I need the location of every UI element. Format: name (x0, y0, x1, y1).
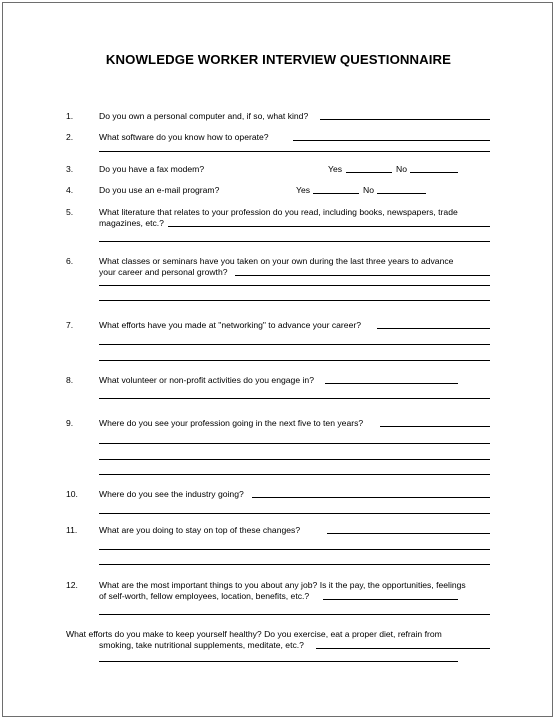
answer-line[interactable] (99, 398, 490, 399)
question-number: 3. (66, 164, 74, 174)
question-number: 2. (66, 132, 74, 142)
answer-line[interactable] (99, 344, 490, 345)
answer-line[interactable] (99, 513, 490, 514)
question-text-line2: your career and personal growth? (99, 267, 228, 277)
answer-line[interactable] (252, 497, 490, 498)
answer-line[interactable] (99, 360, 490, 361)
question-number: 4. (66, 185, 74, 195)
answer-line[interactable] (99, 285, 490, 286)
question-text-line1: What literature that relates to your profession do you read, including books, newspapers, trade (99, 207, 458, 217)
question-text: Where do you see the industry going? (99, 489, 244, 499)
answer-line[interactable] (99, 474, 490, 475)
question-text: Do you have a fax modem? (99, 164, 205, 174)
question-number: 8. (66, 375, 74, 385)
answer-line[interactable] (99, 459, 490, 460)
question-text: Where do you see your profession going in the next five to ten years? (99, 418, 364, 428)
question-text: What volunteer or non-profit activities do you engage in? (99, 375, 314, 385)
no-answer-line[interactable] (377, 193, 426, 194)
question-number: 5. (66, 207, 74, 217)
question-number: 6. (66, 256, 74, 266)
answer-line[interactable] (323, 599, 458, 600)
question-text: Do you own a personal computer and, if so, what kind? (99, 111, 309, 121)
answer-line[interactable] (168, 226, 490, 227)
answer-line[interactable] (99, 151, 490, 152)
answer-line[interactable] (99, 549, 490, 550)
answer-line[interactable] (235, 275, 490, 276)
question-text-line2: of self-worth, fellow employees, location, benefits, etc.? (99, 591, 310, 601)
answer-line[interactable] (293, 140, 490, 141)
question-number: 1. (66, 111, 74, 121)
no-label: No (363, 185, 374, 195)
question-number: 12. (66, 580, 78, 590)
yes-answer-line[interactable] (313, 193, 359, 194)
answer-line[interactable] (99, 241, 490, 242)
no-label: No (396, 164, 407, 174)
answer-line[interactable] (99, 443, 490, 444)
question-text-line2: magazines, etc.? (99, 218, 164, 228)
final-question-text-line1: What efforts do you make to keep yourself healthy? Do you exercise, eat a proper diet, refrain from (66, 629, 442, 639)
question-number: 9. (66, 418, 74, 428)
answer-line[interactable] (99, 614, 490, 615)
answer-line[interactable] (99, 300, 490, 301)
question-text: Do you use an e-mail program? (99, 185, 220, 195)
question-text-line1: What classes or seminars have you taken on your own during the last three years to advance (99, 256, 454, 266)
question-number: 11. (66, 525, 78, 535)
yes-label: Yes (328, 164, 343, 174)
answer-line[interactable] (320, 119, 490, 120)
yes-answer-line[interactable] (346, 172, 392, 173)
question-text: What are you doing to stay on top of these changes? (99, 525, 301, 535)
answer-line[interactable] (327, 533, 490, 534)
answer-line[interactable] (99, 564, 490, 565)
question-text: What efforts have you made at "networking" to advance your career? (99, 320, 361, 330)
answer-line[interactable] (316, 648, 490, 649)
question-number: 7. (66, 320, 74, 330)
question-text: What software do you know how to operate? (99, 132, 269, 142)
question-text-line1: What are the most important things to you about any job? Is it the pay, the opportunities, feelings (99, 580, 466, 590)
page-title: KNOWLEDGE WORKER INTERVIEW QUESTIONNAIRE (105, 52, 452, 67)
final-question-text-line2: smoking, take nutritional supplements, meditate, etc.? (99, 640, 304, 650)
answer-line[interactable] (99, 661, 458, 662)
question-number: 10. (66, 489, 78, 499)
answer-line[interactable] (380, 426, 490, 427)
answer-line[interactable] (377, 328, 490, 329)
answer-line[interactable] (325, 383, 458, 384)
yes-label: Yes (296, 185, 311, 195)
no-answer-line[interactable] (410, 172, 458, 173)
